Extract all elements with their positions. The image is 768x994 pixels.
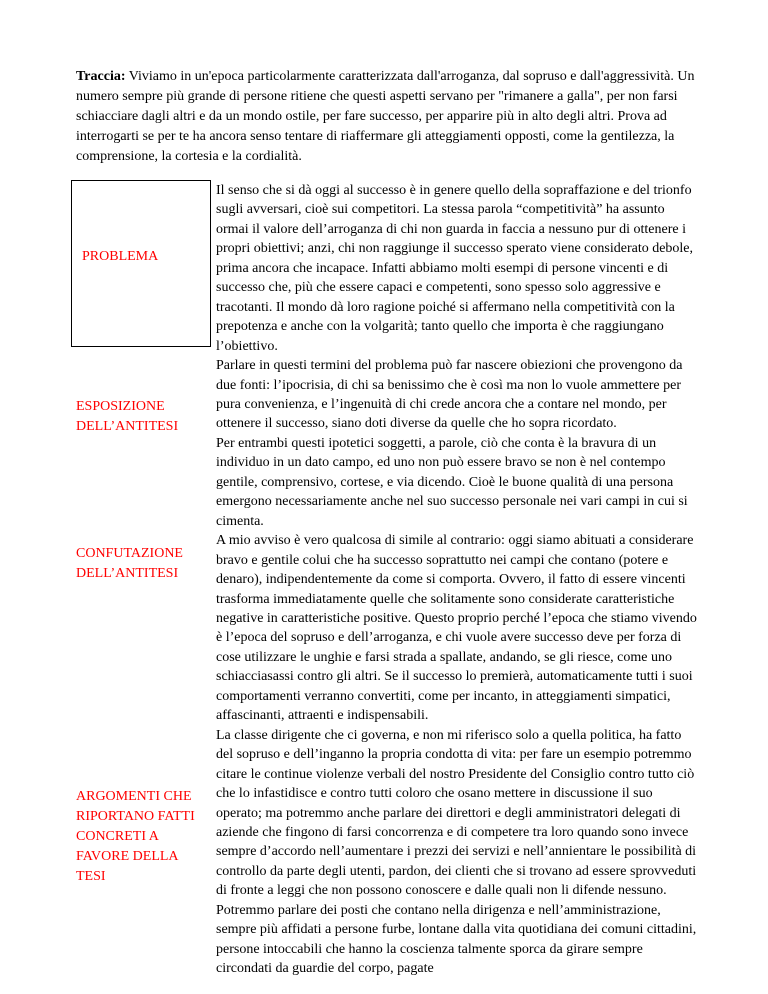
label-problema: PROBLEMA: [82, 249, 159, 264]
label-esposizione-antitesi: ESPOSIZIONE DELL’ANTITESI: [76, 399, 179, 434]
traccia-label: Traccia:: [76, 69, 126, 84]
label-argomenti-tesi: ARGOMENTI CHE RIPORTANO FATTI CONCRETI A FAVORE DELLA TESI: [76, 789, 195, 884]
essay-paragraph-3: Per entrambi questi ipotetici soggetti, a parole, ciò che conta è la bravura di un individuo in un dato campo, ed uno non può essere bravo se non è nel contempo gentile, comprensivo, cortese, e via dicendo. Cioè le buone qualità di una persona emergono necessariamente anche nel suo successo personale nei vari campi in cui si cimenta.: [216, 435, 688, 529]
essay-body: [216, 181, 700, 979]
traccia-paragraph: [76, 67, 696, 167]
traccia-text: Viviamo in un'epoca particolarmente caratterizzata dall'arroganza, dal sopruso e dall'aggressività. Un numero sempre più grande di persone ritiene che questi aspetti servano per "rimanere a galla", per non farsi schiacciare dagli altri e da un mondo ostile, per fare successo, per apparire più in alto degli altri. Prova ad interrogarti se per te ha ancora senso tentare di riaffermare gli atteggiamenti opposti, come la gentilezza, la comprensione, la cortesia e la cordialità.: [76, 69, 695, 164]
label-confutazione-antitesi: CONFUTAZIONE DELL’ANTITESI: [76, 546, 183, 581]
problema-box: [71, 180, 211, 347]
essay-paragraph-2: Parlare in questi termini del problema può far nascere obiezioni che provengono da due fonti: l’ipocrisia, di chi sa benissimo che è così ma non lo vuole ammettere per pura convenienza, e l’ingenuità di chi crede ancora che a contare nel mondo, per ottenere il successo, siano doti diverse da quelle che ho sopra ricordato.: [216, 358, 683, 432]
essay-paragraph-1: Il senso che si dà oggi al successo è in genere quello della sopraffazione e del trionfo sugli avversari, cioè sui competitori. La stessa parola “competitività” ha assunto ormai il valore dell’arroganza di chi non guarda in faccia a nessuno pur di ottenere i propri obiettivi; anzi, chi non raggiunge il successo sperato viene considerato debole, prima ancora che incapace. Infatti abbiamo molti esempi di persone vincenti e di successo che, più che essere capaci e competenti, sono spesso solo aggressive e tracotanti. Il mondo dà loro ragione poiché si affermano nella competitività con la prepotenza e anche con la volgarità; tanto quello che importa è che raggiungano l’obiettivo.: [216, 183, 694, 354]
essay-paragraph-4: A mio avviso è vero qualcosa di simile al contrario: oggi siamo abituati a considerare bravo e gentile colui che ha successo soprattutto nei campi che contano (potere e denaro), indipendentemente da come si comporta. Ovvero, il fatto di essere vincenti trasforma immediatamente quelle che solitamente sono considerate caratteristiche negative in caratteristiche positive. Questo proprio perché l’epoca che stiamo vivendo è l’epoca del sopruso e dell’arroganza, e chi vuole avere successo deve per forza di cose utilizzare le unghie e farsi strada a spallate, andando, se gli riesce, come uno schiacciasassi contro gli altri. Se il successo lo premierà, automaticamente tutti i suoi comportamenti verranno convertiti, come per incanto, in atteggiamenti simpatici, affascinanti, attraenti e indispensabili.: [216, 533, 697, 724]
essay-paragraph-5: La classe dirigente che ci governa, e non mi riferisco solo a quella politica, ha fatto del sopruso e dell’inganno la propria condotta di vita: per fare un esempio potremmo citare le continue violenze verbali del nostro Presidente del Consiglio contro tutto ciò che lo infastidisce e contro tutti coloro che osano mettere in discussione il suo operato; ma potremmo anche parlare dei direttori e degli amministratori delegati di aziende che fingono di farsi concorrenza e di competere tra loro quando sono invece sempre d’accordo nell’aumentare i prezzi dei servizi e nell’annientare le possibilità di controllo da parte degli utenti, pardon, dei clienti che si trovano ad essere sprovveduti di fronte a leggi che non possono conoscere e dalle quali non li difende nessuno. Potremmo parlare dei posti che contano nella dirigenza e nell’amministrazione, sempre più affidati a persone furbe, lontane dalla vita quotidiana dei comuni cittadini, persone intoccabili che hanno la coscienza talmente sporca da girare sempre circondati da guardie del corpo, pagate: [216, 727, 697, 977]
